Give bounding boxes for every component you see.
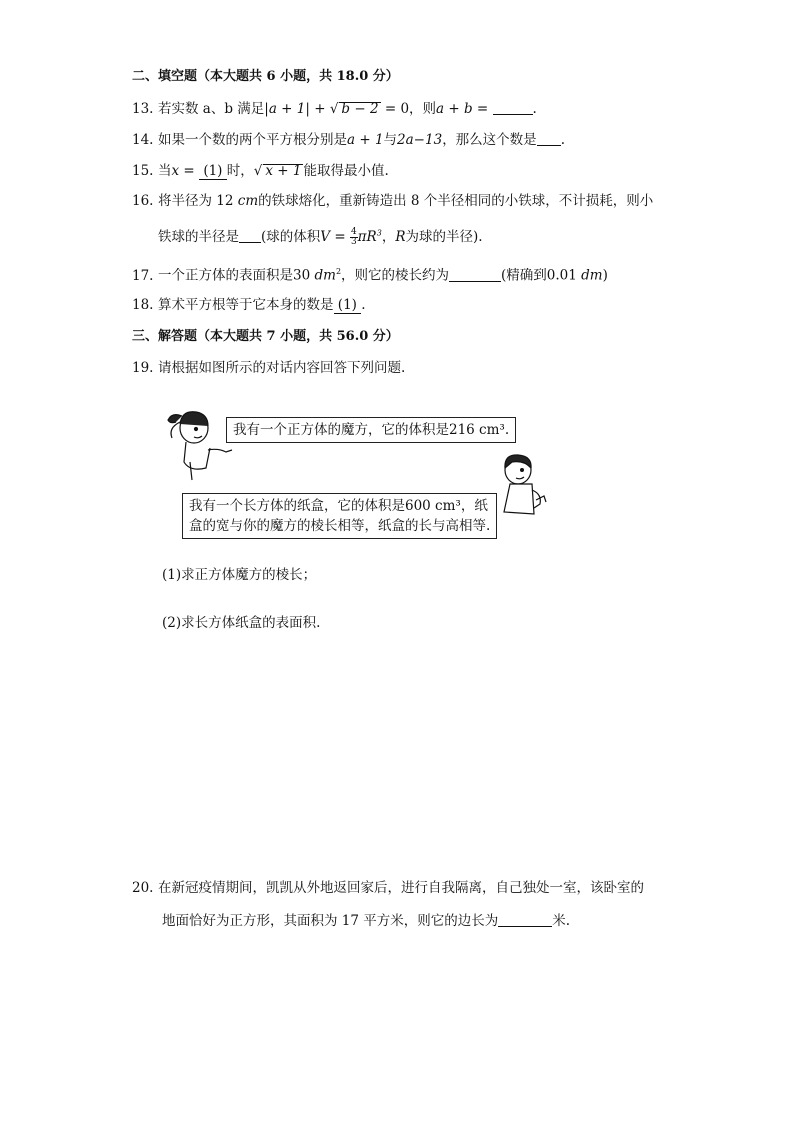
question-number: 20. (132, 880, 154, 896)
answer-blank[interactable] (449, 269, 501, 282)
bubble-line: 盒的宽与你的魔方的棱长相等，纸盒的长与高相等. (189, 518, 491, 534)
question-text: ，则它的棱长约为 (341, 267, 450, 284)
question-18 (132, 299, 366, 313)
math-expression: a + 1 (347, 132, 384, 148)
unit: cm (237, 193, 259, 209)
question-text: (精确到0.01 (501, 267, 582, 284)
question-text: = 0，则 (380, 101, 437, 117)
question-text: 算术平方根等于它本身的数是 (158, 297, 334, 313)
fraction: $\frac{4}{3}$ (350, 227, 357, 247)
question-16-line2 (158, 228, 483, 247)
subquestion-1: (1)求正方体魔方的棱长； (162, 567, 317, 583)
question-number: 14. (132, 132, 154, 148)
punctuation: . (532, 101, 537, 117)
question-15: 15. 当x = (1) 时，√ x + 1 能取得最小值. (132, 163, 389, 179)
question-text: (球的体积 (261, 229, 321, 245)
question-number: 15. (132, 163, 154, 179)
boy-illustration (490, 450, 560, 530)
question-text: 时， (226, 163, 254, 179)
math-expression: |a + 1| + (264, 101, 330, 117)
question-16-line1 (132, 195, 653, 209)
question-text: 当 (158, 163, 172, 179)
question-text: 如果一个数的两个平方根分别是 (158, 132, 347, 148)
question-text: 请根据如图所示的对话内容回答下列问题. (158, 360, 406, 376)
question-17 (132, 268, 608, 283)
punctuation: . (560, 132, 565, 148)
exponent: 2 (335, 267, 342, 276)
subquestion-2: (2)求长方体纸盒的表面积. (162, 615, 321, 631)
question-20-line1 (132, 882, 644, 896)
question-number: 17. (132, 267, 154, 284)
question-text: 在新冠疫情期间，凯凯从外地返回家后，进行自我隔离，自己独处一室，该卧室的 (158, 880, 644, 896)
blank-label: (1) (203, 163, 223, 179)
radical-expression: x + 1 (265, 163, 302, 179)
question-20-line2 (162, 914, 570, 929)
question-number: 19. (132, 360, 154, 376)
exponent: 3 (376, 228, 382, 238)
question-14 (132, 133, 565, 148)
question-text: 与 (383, 132, 398, 148)
answer-blank[interactable] (493, 102, 533, 115)
answer-blank[interactable] (498, 914, 552, 927)
punctuation: . (361, 297, 366, 313)
question-number: 16. (132, 193, 154, 209)
question-text: 的铁球熔化，重新铸造出 8 个半径相同的小铁球，不计损耗，则小 (258, 193, 654, 209)
speech-bubble-boy (182, 493, 497, 539)
math-expression: V = (320, 229, 350, 245)
question-text: ，那么这个数是 (442, 132, 537, 148)
math-expression: x = (171, 163, 200, 179)
bubble-line: 我有一个长方体的纸盒，它的体积是600 cm³，纸 (189, 498, 488, 514)
math-expression: 2a−13 (397, 132, 443, 148)
unit: dm (581, 267, 603, 284)
math-expression: πR (357, 229, 377, 245)
question-text: 将半径为 12 (158, 193, 238, 209)
question-19 (132, 362, 405, 376)
math-variable: R (395, 229, 406, 245)
section-title-fill-blank: 二、填空题（本大题共 6 小题，共 18.0 分） (132, 69, 399, 84)
speech-bubble-girl: 我有一个正方体的魔方，它的体积是216 cm³. (226, 417, 516, 443)
question-text: 地面恰好为正方形，其面积为 17 平方米，则它的边长为 (162, 913, 499, 929)
question-number: 13. (132, 101, 154, 117)
punctuation: ) (602, 267, 608, 284)
question-number: 18. (132, 297, 154, 313)
punctuation: ， (381, 229, 396, 245)
question-text: 米. (552, 913, 571, 929)
answer-blank[interactable] (199, 163, 227, 180)
radical-expression: b − 2 (341, 101, 379, 117)
question-text: 能取得最小值. (303, 163, 389, 179)
math-expression: a + b = (436, 101, 493, 117)
question-text: 一个正方体的表面积是30 (158, 267, 315, 284)
question-text: 若实数 a、b 满足 (158, 101, 265, 117)
question-text: 为球的半径). (405, 229, 483, 245)
question-13: 13. 若实数 a、b 满足|a + 1| + √ b − 2 = 0，则a + b = . (132, 101, 537, 117)
answer-blank[interactable] (334, 297, 362, 314)
blank-label: (1) (337, 297, 357, 313)
unit: dm (314, 267, 336, 284)
question-text: 铁球的半径是 (158, 229, 239, 245)
answer-blank[interactable] (537, 133, 561, 146)
answer-blank[interactable] (239, 230, 261, 243)
section-title-solve: 三、解答题（本大题共 7 小题，共 56.0 分） (132, 329, 399, 344)
